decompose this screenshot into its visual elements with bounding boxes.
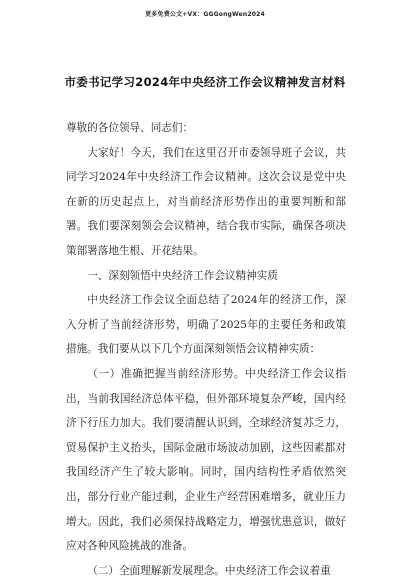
paragraph-intro: 大家好！今天，我们在这里召开市委领导班子会议，共同学习2024年中央经济工作会议精神。这次会议是党中央在新的历史起点上，对当前经济形势作出的重要判断和部署。我们要深刻领会会议精神，结合我市实际，确保各项决策部署落地生根、开花结果。 [66, 146, 346, 257]
paragraph-section-1: 中央经济工作会议全面总结了2024年的经济工作，深入分析了当前经济形势，明确了2025年的主要任务和政策措施。我们要从以下几个方面深刻领悟会议精神实质： [66, 294, 346, 356]
paragraph-subsection-2: （二）全面理解新发展理念。中央经济工作会议着重 [87, 564, 331, 577]
section-heading-1: 一、深刻领悟中央经济工作会议精神实质 [87, 269, 278, 282]
document-body [66, 116, 346, 583]
salutation: 尊敬的各位领导、同志们： [66, 122, 194, 134]
document-title: 市委书记学习2024年中央经济工作会议精神发言材料 [64, 75, 346, 89]
header-note: 更多免费公文+VX：GGGongWen2024 [145, 11, 265, 18]
paragraph-subsection-1: （一）准确把握当前经济形势。中央经济工作会议指出，当前我国经济总体平稳，但外部环境复杂严峻，国内经济下行压力加大。我们要清醒认识到，全球经济复苏乏力，贸易保护主义抬头，国际金融市场波动加剧，这些因素都对我国经济产生了较大影响。同时，国内结构性矛盾依然突出，部分行业产能过剩，企业生产经营困难增多，就业压力增大。因此，我们必须保持战略定力，增强忧患意识，做好应对各种风险挑战的准备。 [66, 367, 346, 553]
